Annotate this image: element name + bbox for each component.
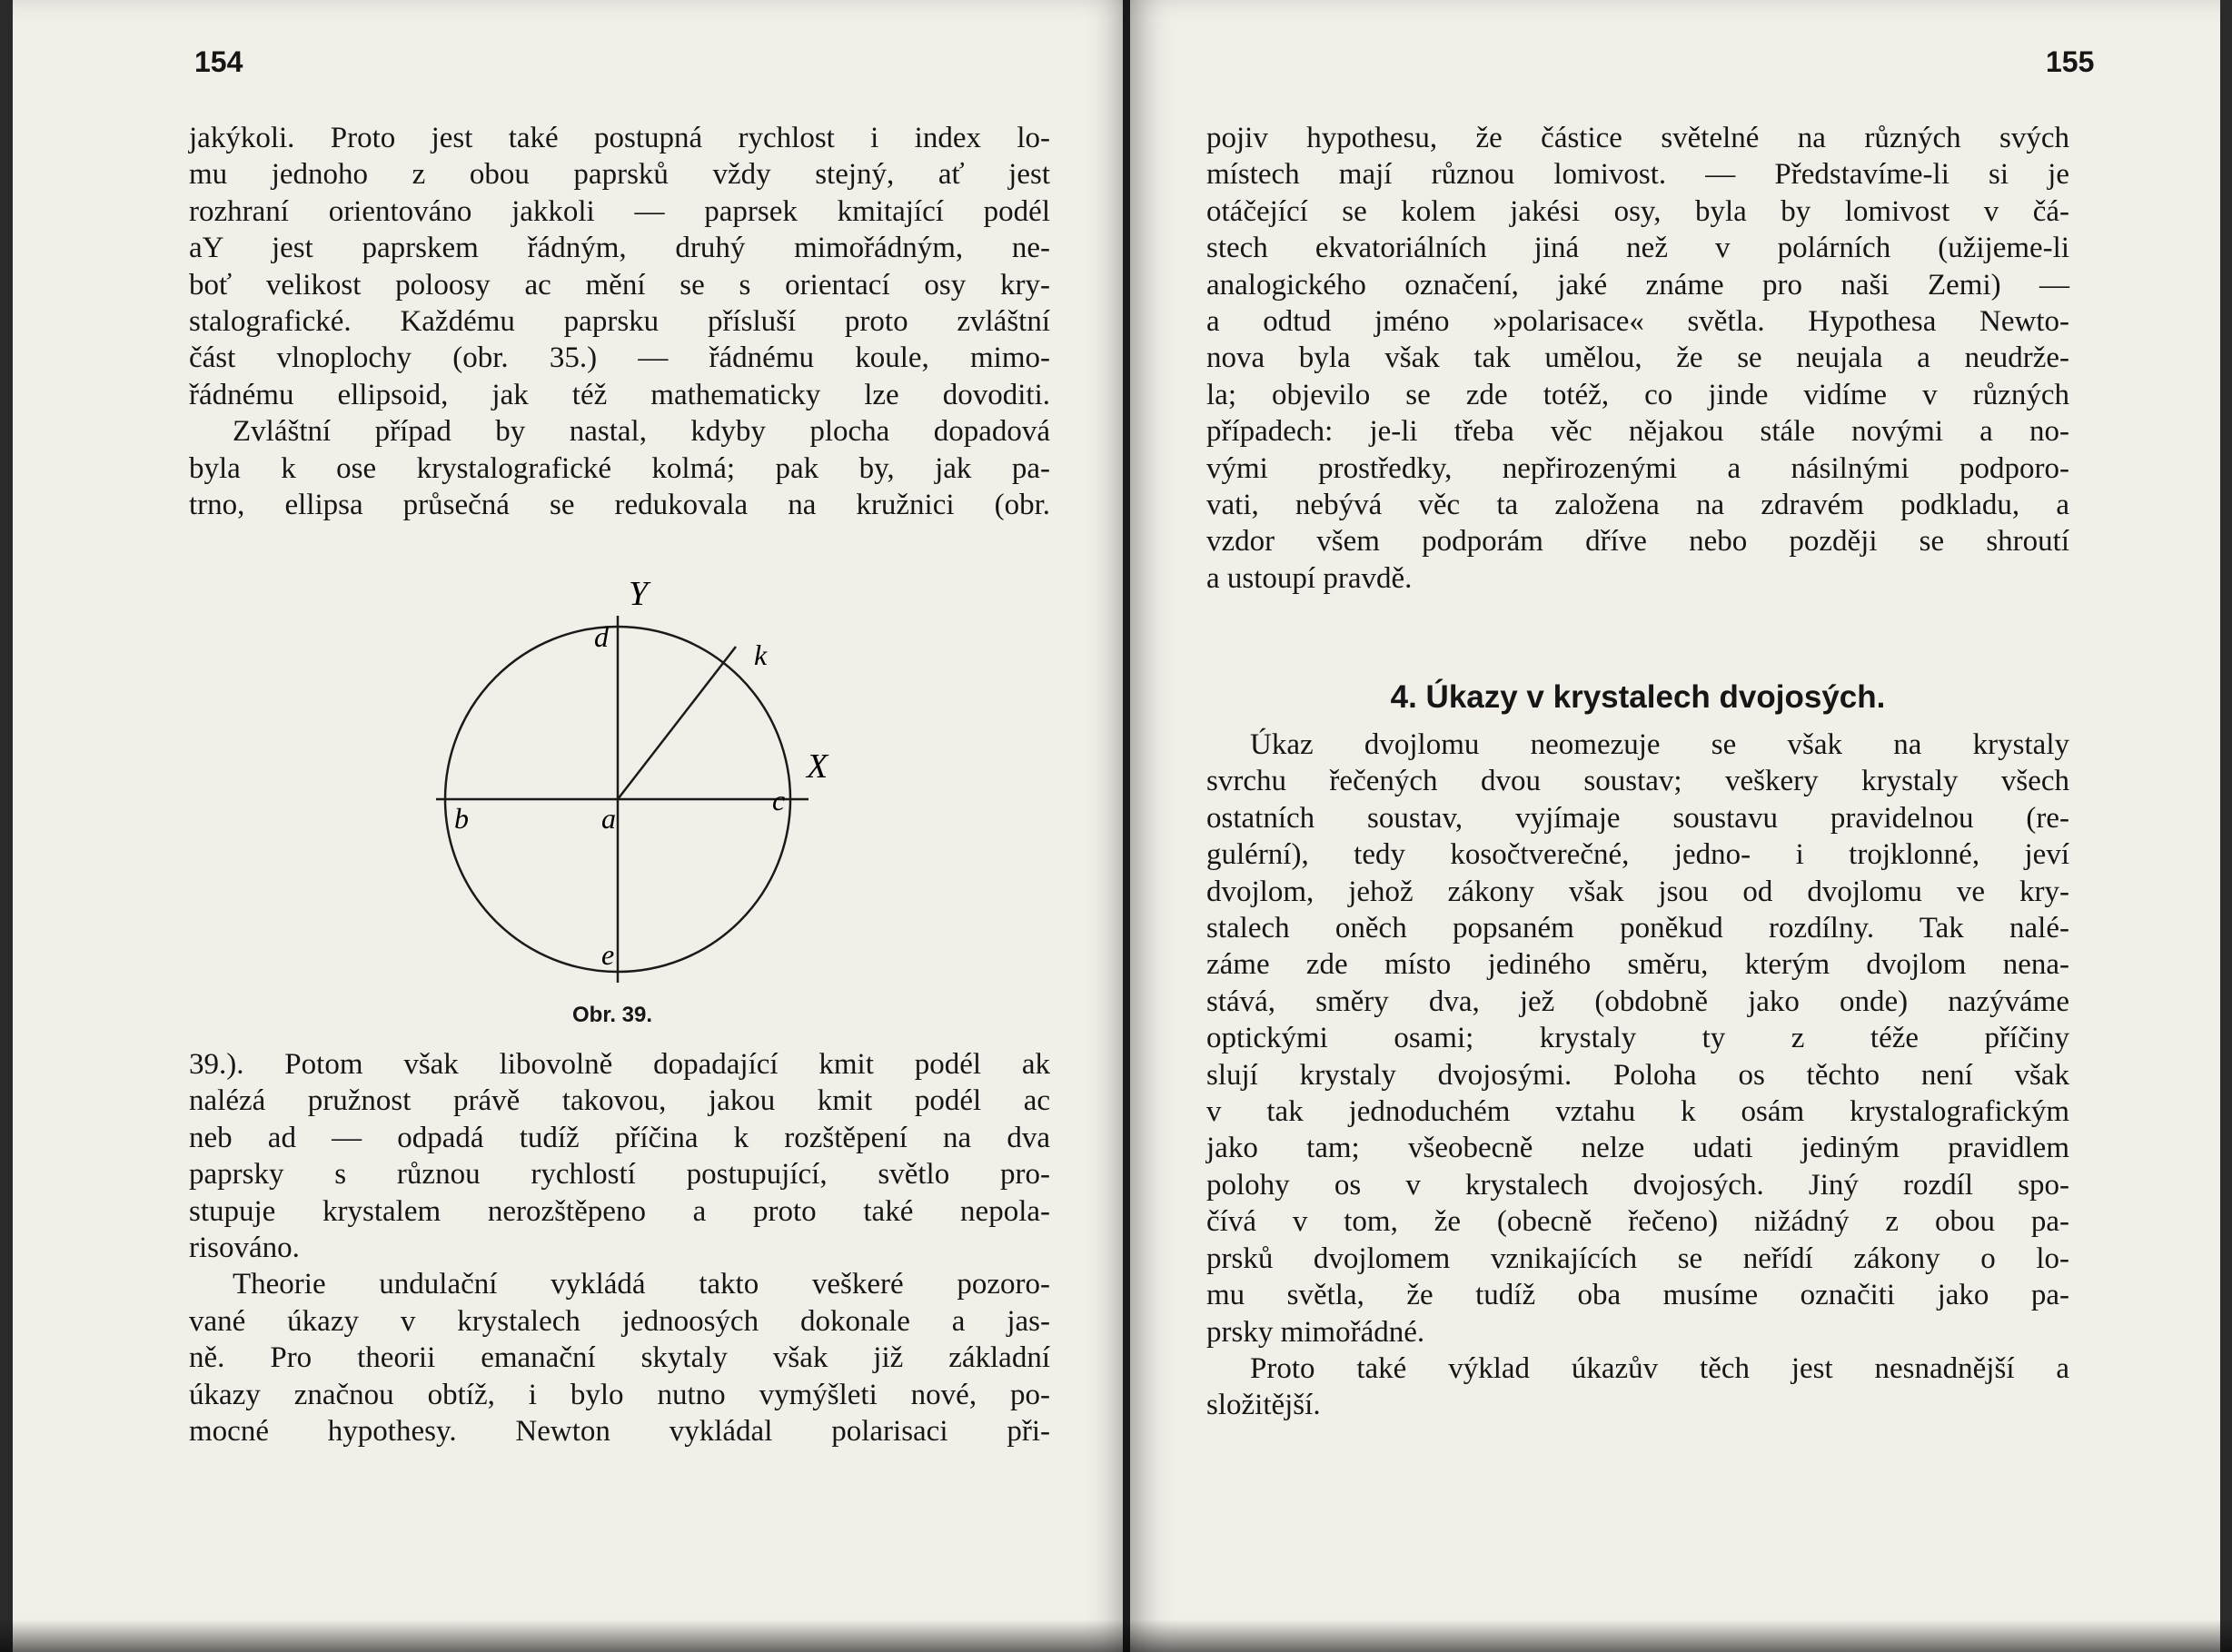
text-line: Theorie undulační vykládá takto veškeré pozoro- [233,1268,1050,1301]
text-line: v tak jednoduchém vztahu k osám krystalografickým [1206,1095,2069,1129]
label-k: k [754,638,768,671]
left-paragraph-top [189,120,1050,523]
label-c: c [772,784,786,816]
text-line: řádnému ellipsoid, jak též mathematicky lze dovoditi. [189,378,1050,411]
label-b: b [454,802,469,835]
section-heading: 4. Úkazy v krystalech dvojosých. [1390,679,1886,715]
text-line: paprsky s různou rychlostí postupující, světlo pro- [189,1158,1050,1192]
text-line: gulérní), tedy kosočtverečné, jedno- i trojklonné, jeví [1206,838,2069,872]
text-line: la; objevilo se zde totéž, co jinde vidíme v různých [1206,378,2069,411]
text-line: mu jednoho z obou paprsků vždy stejný, ať jest [189,158,1050,192]
text-line: vzdor všem podporám dříve nebo později se shroutí [1206,525,2069,559]
label-x: X [807,747,828,786]
text-line: jako tam; všeobecně nelze udati jediným pravidlem [1206,1132,2069,1165]
text-line: vými prostředky, nepřirozenými a násilnými podporo- [1206,451,2069,485]
text-line: trno, ellipsa průsečná se redukovala na kružnici (obr. [189,489,1050,522]
text-line: Zvláštní případ by nastal, kdyby plocha dopadová [233,415,1050,449]
text-line: byla k ose krystalografické kolmá; pak by, jak pa- [189,451,1050,485]
text-line: vati, nebývá věc ta založena na zdravém podkladu, a [1206,489,2069,522]
text-line: stupuje krystalem nerozštěpeno a proto také nepola- [189,1194,1050,1228]
text-line: dvojlom, jehož zákony však jsou od dvojlomu ve kry- [1206,875,2069,908]
text-line: boť velikost poloosy ac mění se s orientací osy kry- [189,268,1050,302]
page-number: 155 [2046,45,2095,78]
text-line: otáčející se kolem jakési osy, byla by lomivost v čá- [1206,194,2069,228]
label-d: d [594,620,609,653]
text-line: pojiv hypothesu, že částice světelné na různých svých [1206,122,2069,154]
label-e: e [601,938,615,971]
right-paragraph-top [1206,120,2069,597]
text-line: stává, směry dva, jež (obdobně jako onde) nazýváme [1206,984,2069,1018]
text-line: stalech oněch popsaném poněkud rozdílny. Tak nalé- [1206,912,2069,945]
text-line: optickými osami; krystaly ty z téže příčiny [1206,1022,2069,1055]
text-line: stalografické. Každému paprsku přísluší proto zvláštní [189,305,1050,339]
text-line: nalézá pružnost právě takovou, jakou kmit podél ac [189,1084,1050,1118]
text-line: prsků dvojlomem vznikajících se neřídí zákony o lo- [1206,1241,2069,1275]
text-line: případech: je-li třeba věc nějakou stále novými a no- [1206,415,2069,449]
left-paragraph-bottom [189,1046,1050,1449]
text-line: Úkaz dvojlomu neomezuje se však na krystaly [1250,728,2069,761]
text-line: nova byla však tak umělou, že se neujala a neudrže- [1206,341,2069,375]
text-line: záme zde místo jediného směru, kterým dvojlom nena- [1206,948,2069,982]
page-number: 154 [194,45,243,78]
text-line: stech ekvatoriálních jiná než v polárních (užijeme-li [1206,232,2069,265]
circle-diagram [400,572,872,1026]
text-line: slují krystaly dvojosými. Poloha os těchto není však [1206,1058,2069,1092]
text-line: ně. Pro theorii emanační skytaly však již základní [189,1341,1050,1375]
label-a: a [601,802,616,835]
figure-caption: Obr. 39. [572,1003,653,1027]
page-bottom-shadow [0,1619,2232,1652]
text-line: Proto také výklad úkazův těch jest nesnadnější a [1250,1351,2069,1385]
text-line: analogického označení, jaké známe pro naši Zemi) — [1206,268,2069,302]
label-y: Y [629,575,649,613]
text-line: aY jest paprskem řádným, druhý mimořádným, ne- [189,232,1050,265]
text-line: risováno. [189,1232,300,1265]
text-line: mocné hypothesy. Newton vykládal polarisaci při- [189,1415,1050,1449]
text-line: úkazy značnou obtíž, i bylo nutno vymýšleti nové, po- [189,1378,1050,1411]
text-line: a ustoupí pravdě. [1206,561,1413,595]
radius-line [618,647,736,799]
text-line: vané úkazy v krystalech jednoosých dokonale a jas- [189,1304,1050,1338]
text-line: rozhraní orientováno jakkoli — paprsek kmitající podél [189,194,1050,228]
text-line: část vlnoplochy (obr. 35.) — řádnému koule, mimo- [189,341,1050,375]
text-line: svrchu řečených dvou soustav; veškery krystaly všech [1206,765,2069,798]
text-line: 39.). Potom však libovolně dopadající kmit podél ak [189,1048,1050,1081]
text-line: polohy os v krystalech dvojosých. Jiný rozdíl spo- [1206,1168,2069,1202]
text-line: mu světla, že tudíž oba musíme označiti jako pa- [1206,1279,2069,1312]
text-line: čívá v tom, že (obecně řečeno) nižádný z obou pa- [1206,1205,2069,1239]
right-paragraph-bottom [1206,727,2069,1424]
text-line: neb ad — odpadá tudíž příčina k rozštěpení na dva [189,1121,1050,1154]
figure-39 [400,572,872,1026]
text-line: složitější. [1206,1389,1321,1422]
text-line: prsky mimořádné. [1206,1315,1425,1349]
text-line: ostatních soustav, vyjímaje soustavu pravidelnou (re- [1206,801,2069,835]
text-line: a odtud jméno »polarisace« světla. Hypothesa Newto- [1206,305,2069,339]
text-line: místech mají různou lomivost. — Představíme-li si je [1206,158,2069,192]
text-line: jakýkoli. Proto jest také postupná rychlost i index lo- [189,122,1050,154]
